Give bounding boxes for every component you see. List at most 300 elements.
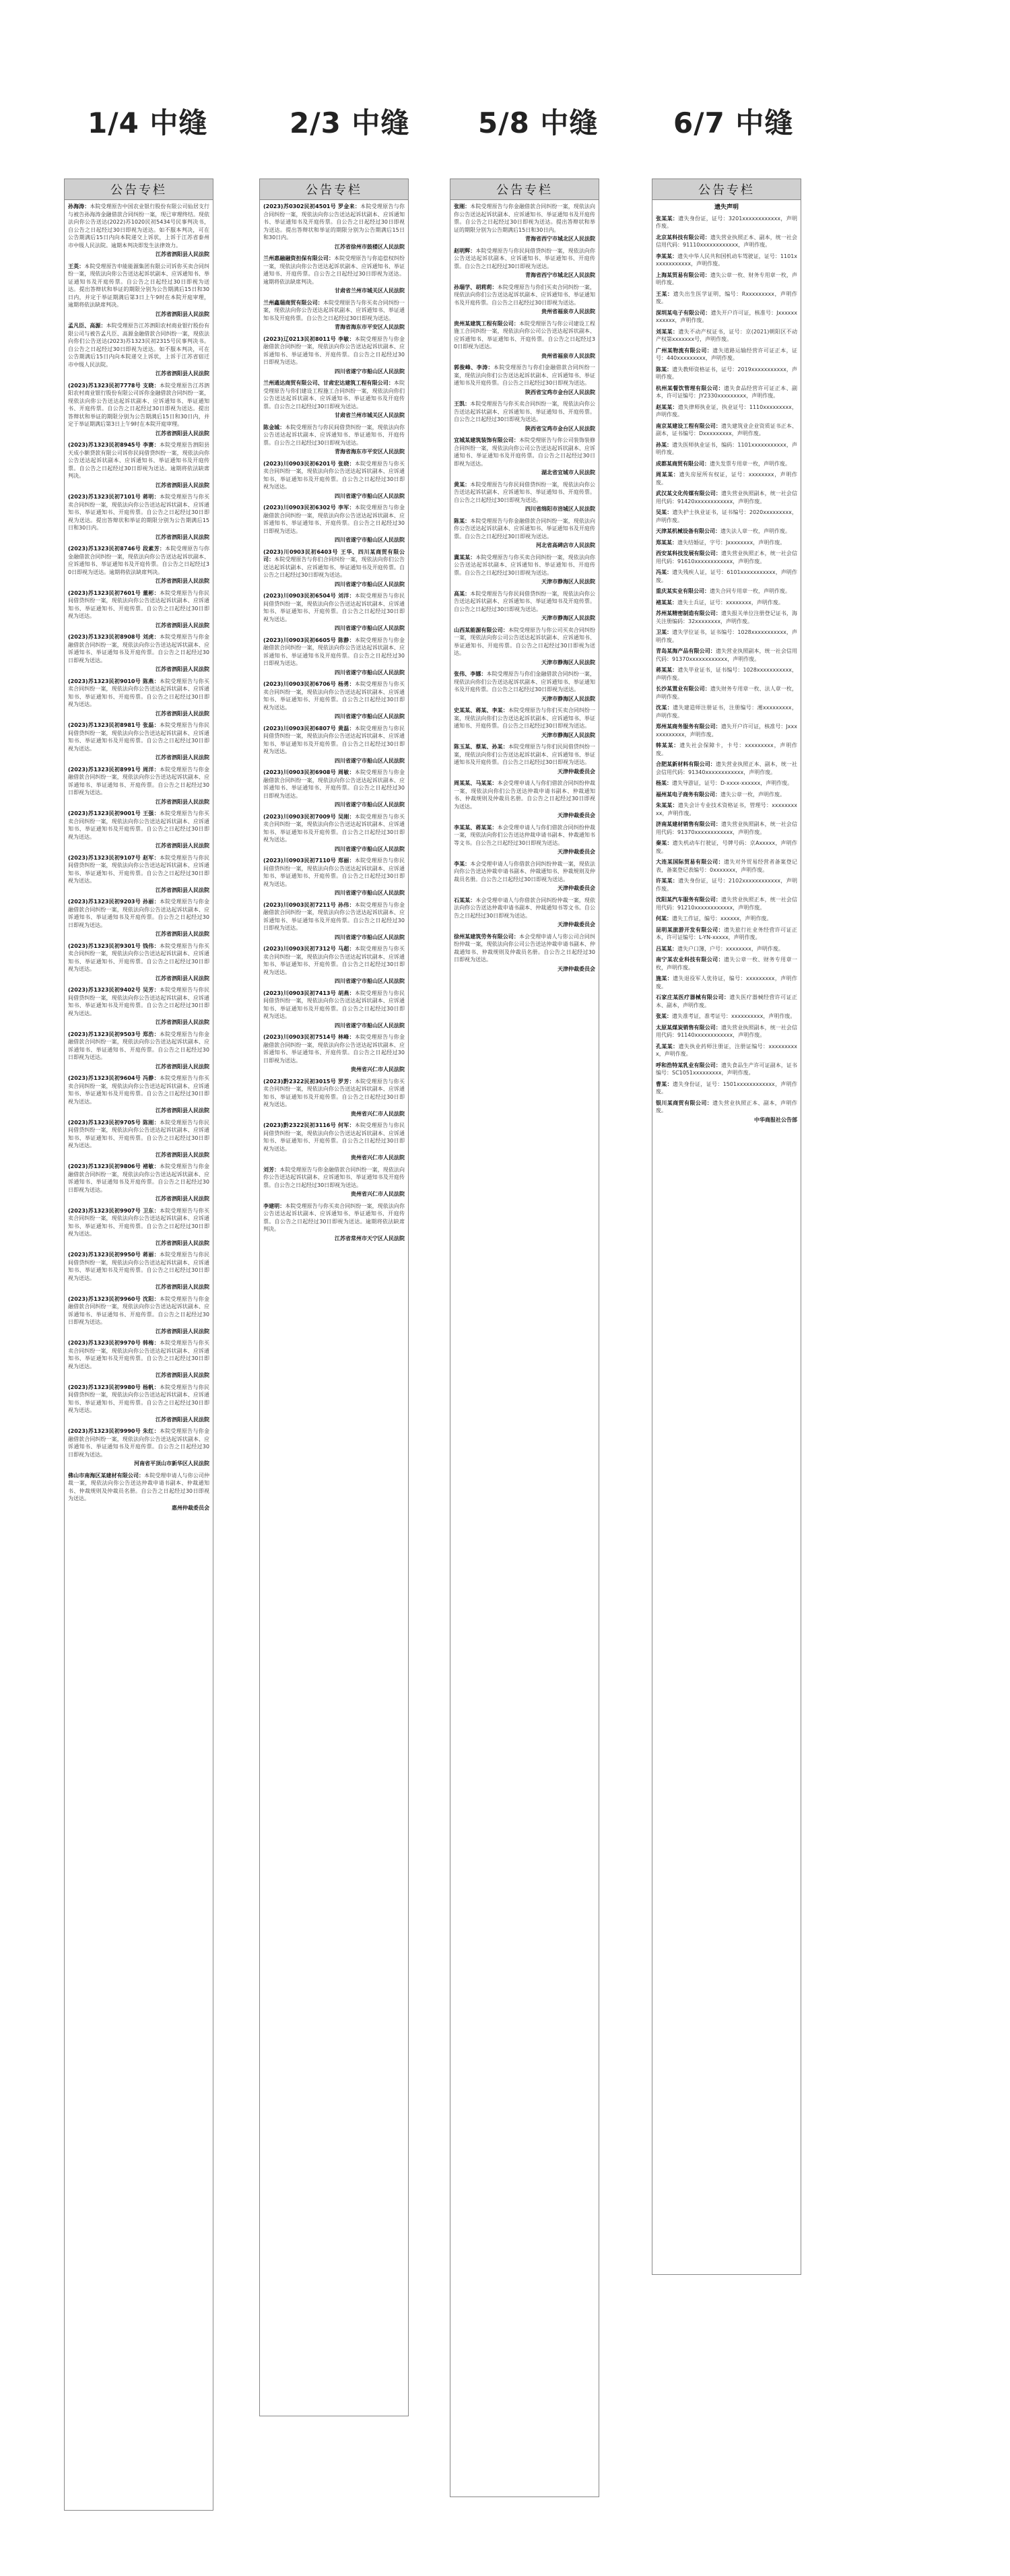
announcement-signer: 四川省遂宁市船山区人民法院 (335, 581, 405, 587)
announcement-signer: 河北省高碑店市人民法院 (536, 542, 595, 548)
announcement-text (454, 933, 595, 964)
column-title-2: 2/3 中缝 (290, 106, 410, 139)
announcement-addressee: 郑州某商务服务有限公司： (656, 723, 721, 730)
announcement-item (656, 915, 797, 923)
announcement-item (656, 647, 797, 663)
announcement-text (263, 945, 405, 976)
announcement-item (68, 942, 209, 983)
announcement-body: 本院受理原告泗阳县天成小额贷款有限公司诉你民间借贷纠纷一案，现依法向你公告送达起诉状副本、应诉通知书、举证通知书及开庭传票。自公告之日起经过30日即视为送达。逾期将依法缺席判决。 (68, 442, 209, 479)
announcement-addressee: (2023)川0903民初6302号 李军： (263, 505, 355, 511)
announcement-text (263, 203, 405, 242)
announcement-addressee: 陈某： (656, 366, 673, 373)
announcement-addressee: 赵明辉： (454, 247, 476, 254)
announcement-text (454, 743, 595, 767)
announcement-text (656, 926, 797, 942)
announcement-addressee: 银川某商贸有限公司： (656, 1099, 713, 1106)
announcement-signer: 贵州省福泉市人民法院 (541, 352, 595, 359)
announcement-signer: 江苏省泗阳县人民法院 (156, 887, 209, 893)
announcement-addressee: (2023)川0903民初6807号 黄磊： (263, 725, 355, 732)
announcement-item (68, 1339, 209, 1380)
announcement-text (656, 610, 797, 625)
announcement-item (656, 994, 797, 1009)
announcement-text (656, 1043, 797, 1058)
announcement-item (656, 858, 797, 874)
announcement-text (656, 234, 797, 249)
announcement-item (656, 253, 797, 268)
announcement-signer: 河南省平顶山市新华区人民法院 (134, 1460, 209, 1467)
announcement-item (454, 400, 595, 432)
announcement-addressee: (2023)黔2322民初3015号 罗芳： (263, 1078, 355, 1085)
announcement-addressee: 史某某、蒋某、李某： (454, 707, 508, 713)
announcement-item (656, 1043, 797, 1058)
announcement-text (656, 858, 797, 874)
announcement-item (68, 766, 209, 806)
announcement-addressee: 重庆某实业有限公司： (656, 588, 710, 594)
announcement-addressee: 孙某： (656, 441, 673, 448)
announcement-text (656, 877, 797, 893)
announcement-item (656, 539, 797, 547)
announcement-addressee: (2023)川0903民初6201号 张晓： (263, 460, 355, 467)
announcement-signer: 四川省遂宁市船山区人民法院 (335, 802, 405, 808)
announcement-signer: 四川省绵阳市涪城区人民法院 (525, 506, 595, 512)
announcement-body: 本院受理申请人与你公司仲裁一案，现依法向你公告送达仲裁申请书副本、仲裁通知书、仲裁规则及仲裁员名册。自公告之日起经过30日即视为送达。 (68, 1472, 210, 1502)
announcement-addressee: 王英： (68, 263, 85, 269)
announcement-addressee: (2023)苏1323民初8746号 段素芳： (68, 546, 166, 552)
announcement-body: 本院受理原告与你们买卖合同纠纷一案，现依法向你们公告送达起诉状副本、应诉通知书、举证通知书及开庭传票。自公告之日起经过30日即视为送达。 (454, 284, 595, 306)
announcement-item (656, 271, 797, 287)
announcement-item (656, 215, 797, 230)
announcement-body: 本院受理原告与你金融借款合同纠纷一案，现依法向你公告送达起诉状副本、应诉通知书、举证通知书及开庭传票。自公告之日起经过30日即视为送达。提出答辩状和举证的期限分别为公告期满后15日和30日内。 (454, 203, 596, 233)
announcement-text (263, 335, 405, 366)
announcement-body: 本院受理原告与你金融借款合同纠纷一案，现依法向你公告送达起诉状副本、应诉通知书、举证通知书及开庭传票。自公告之日起经过30日即视为送达。 (68, 634, 209, 664)
announcement-text (656, 839, 797, 855)
announcement-body: 本院受理原告江苏泗阳农村商业银行股份有限公司诉你金融借款合同纠纷一案，现依法向你公告送达起诉状副本、应诉通知书、举证通知书、开庭传票。自公告之日起经过30日即视为送达。提出答辩状和举证的期限分别为公告期满后15日和30日内，并定于举证期满后第3日上午9时在本院开庭审理。 (68, 382, 209, 427)
announcement-text (263, 1122, 405, 1153)
announcement-signer: 贵州省兴仁市人民法院 (351, 1110, 405, 1117)
announcement-text (656, 761, 797, 776)
announcement-signer: 陕西省宝鸡市金台区人民法院 (525, 425, 595, 432)
section-subtitle: 遗失声明 (714, 204, 739, 211)
announcement-item (656, 1081, 797, 1096)
announcement-signer: 青海省西宁市城北区人民法院 (525, 236, 595, 242)
announcement-addressee: 陈某： (454, 517, 471, 524)
announcement-addressee: (2023)苏0302民初4501号 罗金来： (263, 203, 361, 210)
announcement-body: 遗失导游证，证号：D-xxxx-xxxxxx，声明作废。 (672, 780, 793, 786)
announcement-text (656, 422, 797, 438)
announcement-body: 遗失对外贸易经营者备案登记表，备案登记表编号：0xxxxxxx，声明作废。 (656, 859, 797, 873)
announcement-item (68, 1074, 209, 1115)
announcement-signer: 江苏省泗阳县人民法院 (156, 311, 209, 317)
announcement-item (656, 1024, 797, 1039)
announcement-addressee: (2023)川0903民初7009号 吴刚： (263, 813, 355, 820)
announcement-item (656, 820, 797, 836)
announcement-addressee: 福州某电子商务有限公司： (656, 791, 720, 798)
announcement-text (263, 813, 405, 844)
announcement-body: 本院受理原告申能能源集团有限公司诉你买卖合同纠纷一案，现依法向你公告送达起诉状副本、应诉通知书、举证通知书及开庭传票。自公告之日起经过30日即视为送达。提出答辩状和举证的期限分别为公告期满后15日和30日内，并定于举证期满后第3日上午9时在本院开庭审理，逾期将依法缺席判决。 (68, 263, 210, 308)
announcement-body: 遗失营业执照正本，统一社会信用代码：91210xxxxxxxxxxxx，声明作废。 (656, 897, 798, 911)
announcement-text (656, 666, 797, 682)
announcement-item (263, 424, 405, 456)
announcement-text (454, 481, 595, 505)
announcement-item (68, 810, 209, 850)
announcement-body: 本会受理申请人与你们借款合同纠纷仲裁一案，现依法向你们公告送达仲裁申请书副本、仲裁通知书等文书。自公告之日起经过30日即视为送达。 (454, 824, 595, 846)
announcement-body: 遗失工作证，编号：xxxxxx，声明作废。 (672, 915, 772, 922)
announcement-text (68, 766, 209, 797)
announcement-addressee: (2023)苏1323民初8945号 李赛： (68, 442, 160, 448)
announcement-item (68, 1251, 209, 1291)
announcement-addressee: (2023)苏1323民初9503号 郑浩： (68, 1031, 160, 1037)
announcement-item (263, 1033, 405, 1074)
announcement-signer: 贵州省兴仁市人民法院 (351, 1155, 405, 1161)
announcement-item (68, 382, 209, 438)
announcement-signer: 江苏省泗阳县人民法院 (156, 1019, 209, 1025)
announcement-signer: 四川省遂宁市船山区人民法院 (335, 757, 405, 764)
announcement-addressee: 冀某某： (454, 554, 476, 560)
announcement-body: 本会受理申请人与你借款合同纠纷仲裁一案，现依法向你公告送达仲裁申请书副本、仲裁通知书等文书。自公告之日起经过30日即视为送达。 (454, 897, 596, 919)
announcement-addressee: 深圳某电子有限公司： (656, 309, 711, 316)
announcement-signer: 甘肃省兰州市城关区人民法院 (335, 288, 405, 294)
announcement-body: 遗失旅行社业务经营许可证正本，许可证编号：L-YN-xxxxx，声明作废。 (656, 926, 797, 940)
announcement-text (656, 791, 797, 799)
announcement-body: 遗失退役军人优待证，编号：xxxxxxxxx，声明作废。 (656, 975, 797, 990)
announcement-text (454, 203, 595, 234)
announcement-text (68, 493, 209, 532)
announcement-addressee: 李某某、蒋某某： (454, 824, 498, 831)
announcement-signer: 陕西省宝鸡市金台区人民法院 (525, 389, 595, 395)
announcement-signer: 四川省遂宁市船山区人民法院 (335, 845, 405, 852)
announcement-item (263, 637, 405, 677)
announcement-body: 本院受理原告与你买卖合同纠纷一案，现依法向你公告送达起诉状副本、应诉通知书、举证通知书、开庭传票。自公告之日起经过30日即视为送达。 (454, 554, 596, 576)
announcement-signer: 江苏省泗阳县人民法院 (156, 482, 209, 488)
announcement-signer: 江苏省常州市天宁区人民法院 (335, 1235, 405, 1242)
announcement-body: 遗失房屋所有权证，证号：xxxxxxxx，声明作废。 (656, 472, 798, 486)
announcement-signer: 江苏省泗阳县人民法院 (156, 931, 209, 937)
announcement-addressee: 高某： (454, 590, 471, 597)
announcement-body: 遗失营业执照正本、副本，统一社会信用代码：91110xxxxxxxxxxxx，声明作废。 (656, 234, 798, 248)
announcement-text (68, 589, 209, 620)
announcement-addressee: 广州某物流有限公司： (656, 347, 713, 354)
announcement-column-3 (450, 179, 599, 2497)
announcement-addressee: 佛山市南海区某建材有限公司： (68, 1472, 145, 1479)
announcement-body: 本院受理原告与你买卖合同纠纷一案，现依法向你公告送达起诉状副本、应诉通知书、举证通知书、开庭传票。自公告之日起经过30日即视为送达。 (263, 681, 405, 711)
announcement-item (656, 385, 797, 400)
announcement-signer: 惠州仲裁委员会 (172, 1504, 209, 1511)
announcement-addressee: (2023)苏1323民初9950号 蒋丽： (68, 1252, 160, 1258)
announcement-item (263, 255, 405, 295)
announcement-text (656, 1024, 797, 1039)
announcement-text (68, 1207, 209, 1238)
announcement-item (454, 590, 595, 622)
announcement-item (656, 347, 797, 362)
announcement-item (656, 839, 797, 855)
announcement-signer: 江苏省泗阳县人民法院 (156, 710, 209, 717)
announcement-item (263, 1078, 405, 1118)
announcement-addressee: (2023)川0903民初6706号 杨勇： (263, 681, 355, 687)
announcement-text (454, 400, 595, 424)
announcement-text (454, 860, 595, 884)
announcement-addressee: 张某某： (656, 215, 679, 222)
column-title-4: 6/7 中缝 (673, 106, 794, 139)
announcement-addressee: 张某： (656, 1013, 672, 1019)
announcement-text (656, 460, 797, 468)
announcement-text (454, 284, 595, 307)
announcement-text (656, 704, 797, 719)
announcement-addressee: 兰州鑫瑞商贸有限公司： (263, 299, 323, 306)
announcement-addressee: 朱某某： (656, 802, 678, 808)
announcement-body: 本院受理原告与你民间借贷纠纷一案，现依法向你公告送达起诉状副本、应诉通知书、举证通知书及开庭传票。自公告之日起经过30日即视为送达。 (68, 722, 209, 752)
announcement-body: 本院受理原告与你金融借款合同纠纷一案，现依法向你公告送达起诉状副本、应诉通知书、举证通知书及开庭传票。自公告之日起经过30日即视为送达。逾期将依法缺席判决。 (68, 546, 210, 575)
announcement-addressee: 太原某煤炭销售有限公司： (656, 1024, 721, 1031)
announcement-item (656, 975, 797, 990)
column-body (260, 200, 408, 1249)
announcement-signer: 天津仲裁委员会 (558, 768, 595, 775)
announcement-addressee: (2023)苏1323民初9604号 冯静： (68, 1075, 160, 1081)
announcement-item (454, 743, 595, 775)
announcement-addressee: 昆明某旅游开发有限公司： (656, 926, 724, 933)
announcement-text (68, 986, 209, 1017)
announcement-body: 本院受理原告与你公司装饰装修合同纠纷一案，现依法向你公司公告送达起诉状副本、应诉通知书、举证通知书及开庭传票。自公告之日起经过30日即视为送达。 (454, 437, 596, 467)
announcement-item (263, 592, 405, 633)
announcement-body: 遗失医疗器械经营许可证正本、副本，声明作废。 (656, 994, 798, 1008)
announcement-addressee: (2023)川0903民初6504号 刘洋： (263, 593, 355, 599)
column-body (450, 200, 599, 979)
announcement-addressee: 兰州通达商贸有限公司、甘肃宏达建筑工程有限公司： (263, 380, 394, 386)
announcement-text (263, 769, 405, 800)
announcement-text (454, 247, 595, 271)
announcement-body: 遗失教师资格证书，证号：2019xxxxxxxxxxx，声明作废。 (656, 366, 798, 380)
announcement-body: 本院受理原告与你民间借贷纠纷一案，现依法向你公告送达起诉状副本、应诉通知书、举证通知书、开庭传票。自公告之日起经过30日即视为送达。 (68, 854, 209, 884)
announcement-body: 本院受理原告与你民间借贷纠纷一案，现依法向你公告送达起诉状副本、应诉通知书、举证通知书及开庭传票。自公告之日起经过30日即视为送达。 (263, 990, 405, 1019)
announcement-signer: 天津仲裁委员会 (558, 812, 595, 818)
announcement-text (656, 647, 797, 663)
announcement-addressee: 孙海涛： (68, 203, 90, 210)
announcement-signer: 江苏省泗阳县人民法院 (156, 251, 209, 257)
announcement-addressee: (2023)川0903民初7211号 孙伟： (263, 901, 355, 908)
announcement-addressee: (2023)苏1323民初9001号 王强： (68, 810, 160, 816)
announcement-text (68, 1295, 209, 1326)
announcement-signer: 天津仲裁委员会 (558, 885, 595, 891)
panel-title: 公告专栏 (65, 179, 213, 200)
announcement-item (263, 945, 405, 986)
announcement-body: 遗失道路运输经营许可证正本，证号：440xxxxxxxxx，声明作废。 (656, 347, 798, 361)
announcement-signer: 青海省西宁市城北区人民法院 (525, 272, 595, 278)
announcement-body: 遗失会计专业技术资格证书，管理号：xxxxxxxxxx，声明作废。 (656, 802, 798, 816)
announcement-item (656, 550, 797, 565)
announcement-body: 遗失开户许可证，核准号：Jxxxxxxxxxxxx，声明作废。 (656, 723, 797, 738)
panel-title: 公告专栏 (652, 179, 801, 200)
announcement-body: 遗失出生医学证明，编号：Rxxxxxxxxx，声明作废。 (656, 290, 798, 304)
announcement-text (656, 471, 797, 486)
announcement-text (656, 527, 797, 536)
announcement-text (263, 901, 405, 932)
announcement-text (68, 898, 209, 929)
announcement-text (263, 990, 405, 1021)
announcement-addressee: 张刚： (454, 203, 471, 210)
announcement-text (68, 1074, 209, 1105)
announcement-body: 本院受理原告与你民间借贷纠纷一案，现依法向你公告送达起诉状副本、应诉通知书、举证通知书、开庭传票。自公告之日起经过30日即视为送达。 (263, 858, 405, 887)
announcement-item (656, 896, 797, 911)
announcement-signer: 江苏省泗阳县人民法院 (156, 1328, 209, 1334)
announcement-signer: 江苏省泗阳县人民法院 (156, 622, 209, 629)
announcement-signer: 江苏省泗阳县人民法院 (156, 1063, 209, 1070)
announcement-signer: 江苏省泗阳县人民法院 (156, 430, 209, 437)
announcement-item (454, 707, 595, 739)
announcement-item (656, 328, 797, 344)
announcement-item (656, 956, 797, 971)
announcement-addressee: 孟凡臣、高源： (68, 323, 106, 329)
announcement-signer: 江苏省泗阳县人民法院 (156, 1196, 209, 1202)
announcement-text (454, 364, 595, 387)
announcement-item (454, 860, 595, 893)
announcement-addressee: 赵某某： (656, 404, 678, 410)
announcement-signer: 青海省海东市平安区人民法院 (335, 324, 405, 330)
announcement-addressee: 李建明： (263, 1202, 285, 1209)
announcement-item (656, 704, 797, 719)
announcement-text (656, 802, 797, 817)
announcement-addressee: 周某某： (656, 472, 679, 478)
announcement-signer: 四川省遂宁市船山区人民法院 (335, 537, 405, 543)
announcement-text (263, 255, 405, 286)
announcement-body: 本院受理原告与你买卖合同纠纷一案，现依法向你公告送达起诉状副本、应诉通知书、举证通知书及开庭传票。自公告之日起经过30日即视为送达。 (263, 460, 405, 490)
announcement-signer: 四川省遂宁市船山区人民法院 (335, 978, 405, 984)
announcement-signer: 湖北省宜城市人民法院 (541, 470, 595, 476)
announcement-body: 本会受理申请人与你公司合同纠纷仲裁一案，现依法向你公司公告送达仲裁申请书副本、仲裁通知书、仲裁规则及仲裁员名册。自公告之日起经过30日即视为送达。 (454, 933, 596, 963)
announcement-text (656, 685, 797, 701)
announcement-signer: 青海省海东市平安区人民法院 (335, 449, 405, 455)
column-title-1: 1/4 中缝 (88, 106, 208, 139)
announcement-addressee: 杭州某餐饮管理有限公司： (656, 385, 724, 391)
announcement-addressee: (2023)苏1323民初9402号 吴芳： (68, 987, 160, 993)
announcement-item (454, 933, 595, 973)
announcement-text (263, 299, 405, 323)
announcement-addressee: 李某某： (656, 253, 678, 259)
announcement-item (263, 1166, 405, 1198)
announcement-body: 遗失机动车行驶证，号牌号码：京Axxxxx，声明作废。 (656, 840, 797, 854)
announcement-body: 本院受理原告与你民间借贷纠纷一案，现依法向你公告送达起诉状副本、应诉通知书、举证通知书、开庭传票。自公告之日起经过30日即视为送达。 (263, 1122, 405, 1152)
announcement-item (656, 527, 797, 536)
announcement-addressee: 南京某建设工程有限公司： (656, 422, 721, 429)
announcement-body: 遗失毕业证书，证书编号：1028xxxxxxxxxxx，声明作废。 (656, 667, 798, 681)
announcement-item (656, 569, 797, 584)
announcement-item (454, 364, 595, 396)
announcement-body: 本院受理原告与你金融借款合同纠纷一案，现依法向你公告送达起诉状副本、应诉通知书、举证通知书、开庭传票。自公告之日起经过30日即视为送达。 (263, 335, 405, 365)
announcement-text (68, 942, 209, 973)
announcement-item (263, 725, 405, 765)
announcement-text (656, 328, 797, 344)
announcement-item (68, 1207, 209, 1248)
announcement-body: 本院受理原告与你们金融借款合同纠纷一案，现依法向你们公告送达起诉状副本、应诉通知书、举证通知书及开庭传票。自公告之日起经过30日即视为送达。 (454, 671, 596, 693)
announcement-body: 本院受理原告与你金融借款合同纠纷一案，现依法向你公告送达起诉状副本、应诉通知书、举证通知书及开庭传票。自公告之日起经过30日即视为送达。 (68, 1428, 209, 1458)
announcement-signer: 天津市静海区人民法院 (541, 615, 595, 621)
announcement-text (656, 569, 797, 584)
announcement-text (263, 857, 405, 888)
announcement-signer: 江苏省泗阳县人民法院 (156, 666, 209, 672)
announcement-signer: 天津市静海区人民法院 (541, 732, 595, 738)
announcement-item (656, 460, 797, 468)
panel-title: 公告专栏 (260, 179, 408, 200)
announcement-item (656, 742, 797, 757)
announcement-body: 遗失士兵证，证号：xxxxxxxx，声明作废。 (677, 599, 784, 606)
announcement-text (68, 678, 209, 709)
announcement-signer: 天津市静海区人民法院 (541, 659, 595, 666)
announcement-signer: 江苏省泗阳县人民法院 (156, 1416, 209, 1423)
announcement-item (263, 857, 405, 897)
announcement-addressee: (2023)苏1323民初8991号 周洋： (68, 766, 160, 773)
announcement-item (263, 460, 405, 501)
announcement-signer: 贵州省福泉市人民法院 (541, 309, 595, 315)
announcement-signer: 江苏省泗阳县人民法院 (156, 843, 209, 849)
column-body (65, 200, 213, 1518)
announcement-text (656, 347, 797, 362)
announcement-addressee: (2023)苏1323民初9960号 沈阳： (68, 1295, 160, 1302)
announcement-body: 遗失营业执照正本，统一社会信用代码：91610xxxxxxxxxxxx，声明作废。 (656, 550, 798, 565)
announcement-text (454, 824, 595, 847)
announcement-addressee: 长沙某置业有限公司： (656, 686, 710, 692)
announcement-text (68, 322, 209, 368)
announcement-body: 遗失身份证，证号：1501xxxxxxxxxxxx，声明作废。 (656, 1081, 797, 1095)
announcement-body: 本院受理原告与你买卖合同纠纷一案，现依法向你公告送达起诉状副本、应诉通知书、举证通知书、开庭传票。自公告之日起经过30日即视为送达。提出答辩状和举证的期限分别为公告期满后15日和30日内。 (68, 494, 209, 531)
announcement-item (454, 481, 595, 513)
announcement-item (68, 1384, 209, 1424)
announcement-text (68, 633, 209, 664)
announcement-item (68, 203, 209, 259)
announcement-addressee: 合肥某新材料有限公司： (656, 761, 716, 767)
announcement-item (263, 379, 405, 420)
announcement-text (656, 587, 797, 595)
announcement-body: 本院受理原告与你们买卖合同纠纷一案，现依法向你们公告送达起诉状副本、应诉通知书、举证通知书、开庭传票。自公告之日起经过30日即视为送达。 (454, 707, 596, 729)
announcement-body: 本院受理原告与你合同纠纷一案，现依法向你公告送达起诉状副本、应诉通知书、举证通知书及开庭传票。自公告之日起经过30日即视为送达。提出答辩状和举证的期限分别为公告期满后15日和30日内。 (263, 203, 405, 240)
announcement-text (263, 504, 405, 535)
announcement-addressee: (2023)辽0213民初8011号 李敏： (263, 335, 355, 342)
announcement-text (263, 680, 405, 711)
announcement-signer: 四川省遂宁市船山区人民法院 (335, 368, 405, 375)
announcement-addressee: 贵州某建筑工程有限公司： (454, 320, 519, 327)
announcement-addressee: (2023)川0903民初7110号 郑丽： (263, 858, 355, 864)
announcement-text (68, 441, 209, 480)
announcement-item (656, 666, 797, 682)
announcement-body: 遗失食品经营许可证正本、副本，许可证编号：JY2330xxxxxxxxx，声明作废。 (656, 385, 797, 399)
announcement-addressee: (2023)黔2322民初3116号 何军： (263, 1122, 355, 1128)
announcement-addressee: 郑某某： (656, 539, 677, 546)
announcement-addressee: 张伟、李娜： (454, 671, 487, 677)
announcement-text (68, 854, 209, 885)
announcement-body: 本院受理原告与你民间借贷纠纷一案，现依法向你公告送达起诉状副本、应诉通知书、举证通知书及开庭传票。自公告之日起经过30日即视为送达。 (263, 725, 405, 754)
announcement-addressee: 刘芳： (263, 1166, 280, 1173)
announcement-addressee: (2023)苏1323民初9203号 孙丽： (68, 899, 160, 905)
announcement-addressee: (2023)苏1323民初7101号 蒋明： (68, 494, 160, 500)
announcement-text (263, 592, 405, 623)
announcement-signer: 天津市静海区人民法院 (541, 695, 595, 702)
announcement-item (263, 504, 405, 544)
announcement-item (454, 554, 595, 586)
announcement-addressee: (2023)苏1323民初8981号 张磊： (68, 722, 160, 728)
announcement-text (454, 517, 595, 541)
announcement-item (656, 441, 797, 457)
announcement-text (68, 263, 209, 309)
announcement-addressee: 吴某： (656, 509, 673, 515)
announcement-item (454, 670, 595, 703)
announcement-body: 遗失营业执照副本，统一社会信用代码：91370xxxxxxxxxxxx，声明作废。 (656, 821, 798, 835)
announcement-body: 本院受理原告与你民间借贷纠纷一案，现依法向你公告送达起诉状副本、应诉通知书、举证通知书、开庭传票。自公告之日起经过30日即视为送达。 (454, 247, 596, 269)
announcement-item (68, 633, 209, 674)
announcement-text (68, 1119, 209, 1150)
announcement-item (454, 626, 595, 667)
announcement-signer: 江苏省泗阳县人民法院 (156, 754, 209, 761)
announcement-addressee: (2023)川0903民初7413号 胡燕： (263, 990, 355, 996)
announcement-addressee: 许某某： (656, 878, 679, 884)
announcement-body: 本院受理原告与你买卖合同纠纷一案，现依法向你公告送达起诉状副本、应诉通知书、举证通知书及开庭传票。自公告之日起经过30日即视为送达。 (68, 810, 209, 840)
announcement-body: 本院受理原告与你金融借款合同纠纷一案，现依法向你公告送达起诉状副本、应诉通知书、举证通知书、开庭传票。自公告之日起经过30日即视为送达。 (263, 769, 405, 799)
